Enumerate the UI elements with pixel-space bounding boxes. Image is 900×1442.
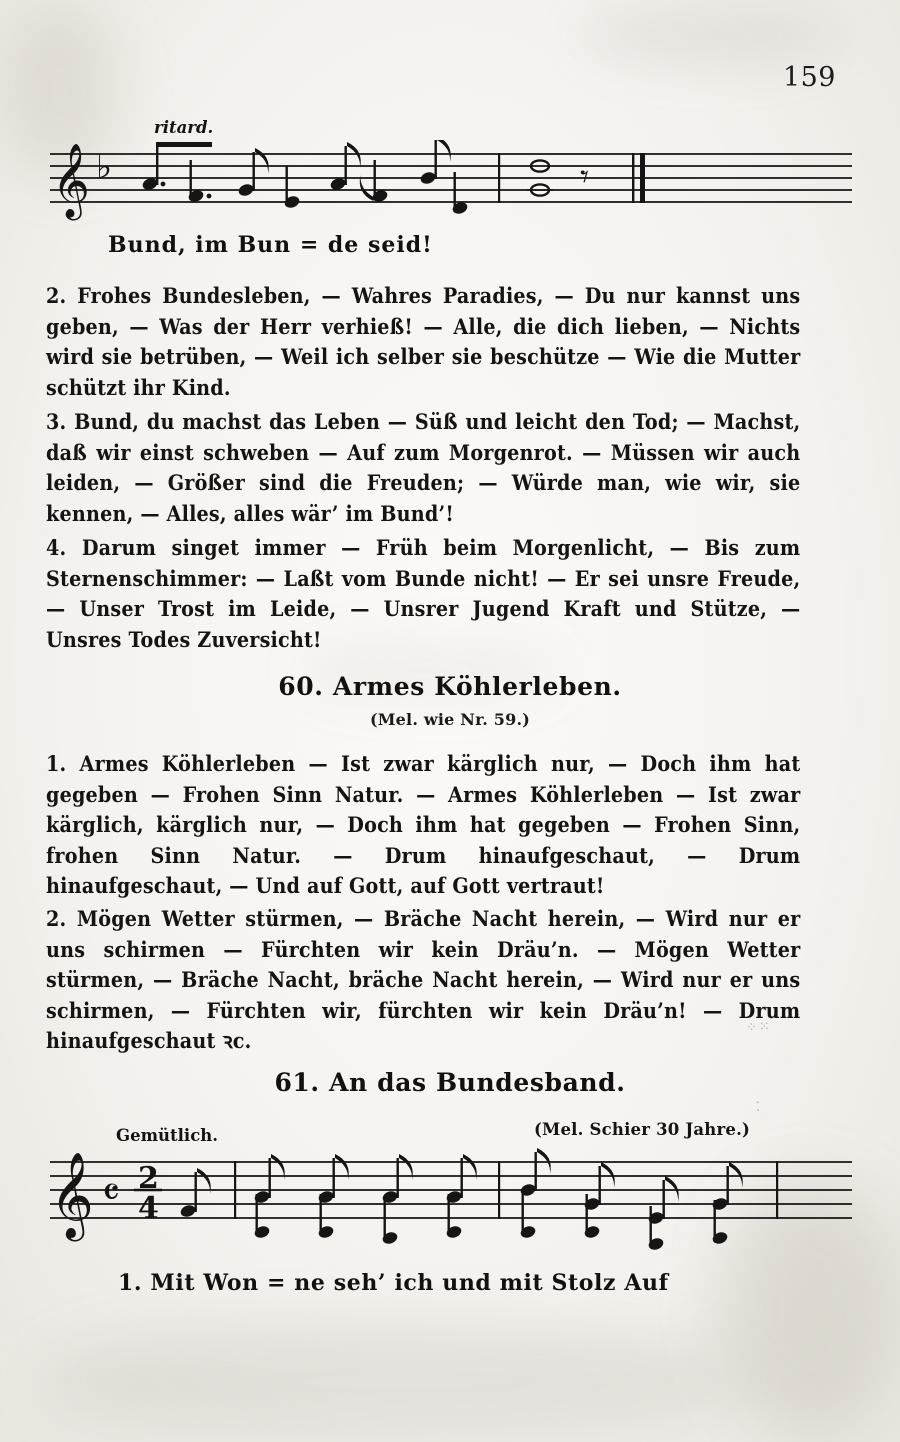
song-60-title: 60. Armes Köhlerleben.	[278, 672, 622, 701]
svg-text:2: 2	[138, 1161, 159, 1196]
music-staff-song-61	[46, 1148, 854, 1258]
song-61-lyrics: 1. Mit Won = ne seh’ ich und mit Stolz Auf	[118, 1270, 669, 1296]
page-content	[46, 0, 854, 1442]
svg-text:𝄾: 𝄾	[580, 157, 590, 197]
verse-3-song-59: 3. Bund, du machst das Leben — Süß und leicht den Tod; — Machst, daß wir einst schweben — Auf zum Morgenrot. — Müssen wir auch leiden, — Größer sind die Freuden; — Würde man, wie wir, sie kennen, — Alles, alles wär’ im Bund’!	[46, 410, 801, 527]
scan-smudge: ⁚	[755, 1099, 763, 1116]
verse-2-song-60: 2. Mögen Wetter stürmen, — Bräche Nacht herein, — Wird nur er uns schirmen — Fürchten wir kein Dräu’n. — Mögen Wetter stürmen, — Bräche Nacht, bräche Nacht herein, — Wird nur er uns schirmen, — Fürchten wir, fürchten wir kein Dräu’n! — Drum hinaufgeschaut ꝛc.	[46, 907, 801, 1054]
tempo-marking-gemuetlich: Gemütlich.	[116, 1126, 218, 1145]
verse-4-song-59: 4. Darum singet immer — Früh beim Morgenlicht, — Bis zum Sternenschimmer: — Laßt vom Bunde nicht! — Er sei unsre Freude, — Unser Trost im Leide, — Unsrer Jugend Kraft und Stütze, — Unsres Todes Zuversicht!	[46, 536, 801, 653]
svg-text:𝄴: 𝄴	[102, 1170, 120, 1216]
svg-text:𝄞: 𝄞	[50, 1152, 94, 1238]
music-staff-top	[46, 140, 854, 230]
svg-text:♭: ♭	[96, 147, 113, 187]
verse-1-song-60: 1. Armes Köhlerleben — Ist zwar kärglich nur, — Doch ihm hat gegeben — Frohen Sinn Natur. — Armes Köhlerleben — Ist zwar kärglich, kärglich nur, — Doch ihm hat gegeben — Frohen Sinn, frohen Sinn Natur. — Drum hinaufgeschaut, — Drum hinaufgeschaut, — Und auf Gott, auf Gott vertraut!	[46, 752, 801, 899]
tempo-marking-ritard: ritard.	[154, 118, 214, 137]
song-61-melody-note: (Mel. Schier 30 Jahre.)	[534, 1120, 751, 1139]
scan-smudge: ⁘⁙	[745, 1019, 773, 1036]
song-60-melody-note: (Mel. wie Nr. 59.)	[369, 710, 530, 729]
svg-text:𝄞: 𝄞	[52, 144, 90, 218]
song-61-title: 61. An das Bundesband.	[274, 1068, 626, 1097]
staff-top-lyrics: Bund, im Bun = de seid!	[108, 232, 433, 258]
page-number: 159	[782, 62, 836, 93]
verse-2-song-59: 2. Frohes Bundesleben, — Wahres Paradies, — Du nur kannst uns geben, — Was der Herr verhieß! — Alle, die dich lieben, — Nichts wird sie betrüben, — Weil ich selber sie beschütze — Wie die Mutter schützt ihr Kind.	[46, 284, 801, 401]
svg-text:4: 4	[138, 1191, 159, 1226]
